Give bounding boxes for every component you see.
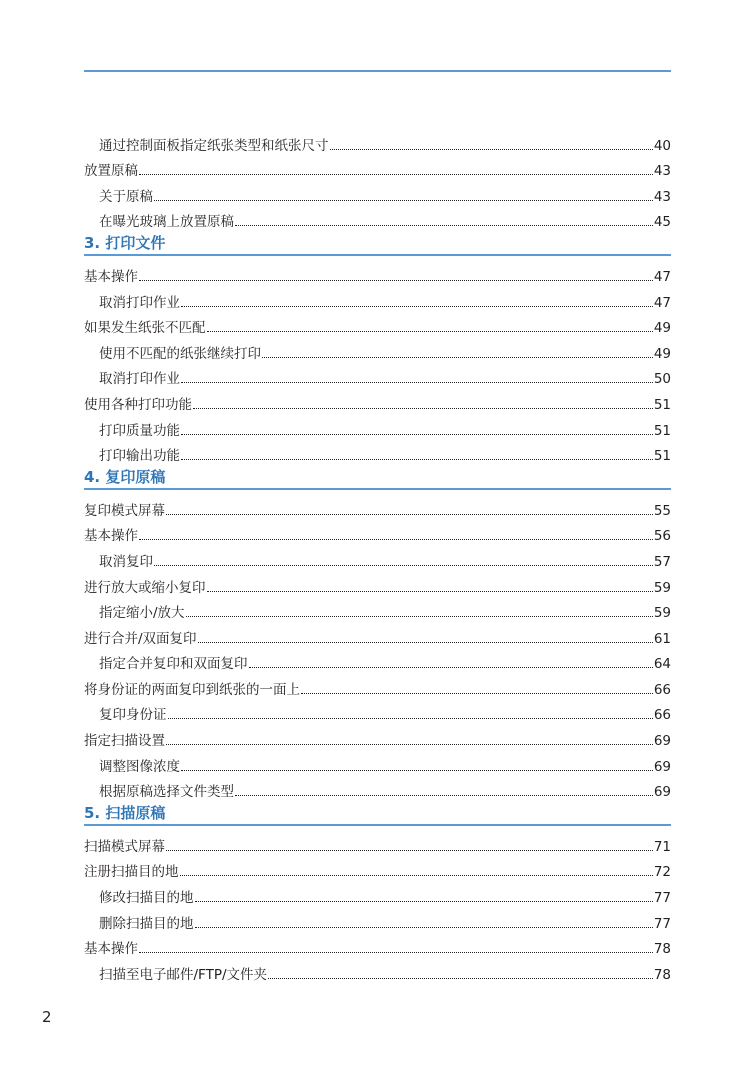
toc-entry-title: 指定合并复印和双面复印 bbox=[99, 656, 248, 673]
toc-entry-page: 66 bbox=[653, 707, 671, 724]
toc-entry-title: 扫描模式屏幕 bbox=[84, 838, 165, 855]
dot-leader bbox=[268, 978, 653, 979]
toc-entry[interactable] bbox=[84, 544, 671, 570]
toc-entry[interactable] bbox=[84, 519, 671, 545]
dot-leader bbox=[166, 514, 653, 515]
toc-entry-title: 放置原稿 bbox=[84, 163, 138, 180]
toc-entry[interactable] bbox=[84, 698, 671, 724]
dot-leader bbox=[154, 200, 653, 201]
toc-entry-title: 打印质量功能 bbox=[99, 422, 180, 439]
toc-entry-page: 55 bbox=[653, 502, 671, 519]
toc-entry[interactable] bbox=[84, 723, 671, 749]
toc-entry-page: 49 bbox=[653, 345, 671, 362]
toc-entry-title: 修改扫描目的地 bbox=[99, 890, 194, 907]
toc-entry-page: 51 bbox=[653, 422, 671, 439]
toc-entry-title: 基本操作 bbox=[84, 528, 138, 545]
toc-entry-title: 在曝光玻璃上放置原稿 bbox=[99, 214, 234, 231]
toc-entry[interactable] bbox=[84, 179, 671, 205]
toc-entry-page: 59 bbox=[653, 605, 671, 622]
toc-entry-page: 47 bbox=[653, 294, 671, 311]
toc-entry-page: 66 bbox=[653, 681, 671, 698]
toc-entry-title: 取消复印 bbox=[99, 553, 153, 570]
toc-entry[interactable] bbox=[84, 413, 671, 439]
toc-entry-title: 指定扫描设置 bbox=[84, 733, 165, 750]
toc-entry[interactable] bbox=[84, 128, 671, 154]
chapter-heading[interactable]: 5. 扫描原稿 bbox=[84, 800, 671, 826]
dot-leader bbox=[166, 744, 653, 745]
dot-leader bbox=[330, 149, 653, 150]
dot-leader bbox=[235, 225, 653, 226]
dot-leader bbox=[181, 770, 653, 771]
toc-entry-page: 59 bbox=[653, 579, 671, 596]
toc-entry[interactable] bbox=[84, 647, 671, 673]
page-number: 2 bbox=[42, 1008, 52, 1026]
toc-entry-page: 56 bbox=[653, 528, 671, 545]
toc-entry-page: 69 bbox=[653, 733, 671, 750]
toc-entry-title: 复印身份证 bbox=[99, 707, 167, 724]
toc-entry-title: 使用各种打印功能 bbox=[84, 396, 192, 413]
dot-leader bbox=[139, 174, 653, 175]
toc-entry-title: 根据原稿选择文件类型 bbox=[99, 784, 234, 801]
toc-entry-title: 关于原稿 bbox=[99, 188, 153, 205]
toc-entry-page: 50 bbox=[653, 371, 671, 388]
toc-entry-page: 45 bbox=[653, 214, 671, 231]
toc-entry[interactable] bbox=[84, 672, 671, 698]
toc-entry-title: 进行放大或缩小复印 bbox=[84, 579, 206, 596]
toc-entry-title: 打印输出功能 bbox=[99, 448, 180, 465]
dot-leader bbox=[235, 795, 653, 796]
dot-leader bbox=[154, 565, 653, 566]
dot-leader bbox=[262, 357, 653, 358]
toc-entry-title: 扫描至电子邮件/FTP/文件夹 bbox=[99, 966, 268, 983]
toc-entry-title: 注册扫描目的地 bbox=[84, 864, 179, 881]
toc-entry-title: 如果发生纸张不匹配 bbox=[84, 320, 206, 337]
dot-leader bbox=[166, 850, 653, 851]
toc-entry[interactable] bbox=[84, 596, 671, 622]
dot-leader bbox=[186, 616, 653, 617]
dot-leader bbox=[181, 459, 653, 460]
dot-leader bbox=[193, 408, 653, 409]
toc-entry[interactable] bbox=[84, 880, 671, 906]
toc-entry-page: 49 bbox=[653, 320, 671, 337]
toc-entry-page: 77 bbox=[653, 915, 671, 932]
toc-entry-page: 78 bbox=[653, 941, 671, 958]
toc-entry-page: 40 bbox=[653, 137, 671, 154]
dot-leader bbox=[181, 306, 653, 307]
toc-entry-title: 将身份证的两面复印到纸张的一面上 bbox=[84, 681, 300, 698]
toc-entry-page: 51 bbox=[653, 396, 671, 413]
toc-entry-page: 78 bbox=[653, 966, 671, 983]
toc-entry[interactable] bbox=[84, 775, 671, 801]
toc-entry[interactable] bbox=[84, 205, 671, 231]
toc-entry[interactable] bbox=[84, 570, 671, 596]
toc-entry[interactable] bbox=[84, 439, 671, 465]
toc-entry-page: 71 bbox=[653, 838, 671, 855]
toc-entry[interactable] bbox=[84, 855, 671, 881]
toc-entry-page: 77 bbox=[653, 890, 671, 907]
toc-entry-page: 72 bbox=[653, 864, 671, 881]
toc-entry-title: 调整图像浓度 bbox=[99, 758, 180, 775]
chapter-heading[interactable]: 4. 复印原稿 bbox=[84, 464, 671, 490]
toc-entry-page: 69 bbox=[653, 784, 671, 801]
toc-entry[interactable] bbox=[84, 957, 671, 983]
toc-entry-title: 使用不匹配的纸张继续打印 bbox=[99, 345, 261, 362]
toc-entry[interactable] bbox=[84, 906, 671, 932]
dot-leader bbox=[207, 591, 653, 592]
dot-leader bbox=[198, 642, 653, 643]
toc-entry-page: 61 bbox=[653, 630, 671, 647]
toc-entry[interactable] bbox=[84, 387, 671, 413]
toc-entry[interactable] bbox=[84, 621, 671, 647]
table-of-contents bbox=[84, 128, 671, 983]
toc-entry[interactable] bbox=[84, 259, 671, 285]
toc-entry-page: 43 bbox=[653, 163, 671, 180]
toc-entry-title: 复印模式屏幕 bbox=[84, 502, 165, 519]
toc-entry[interactable] bbox=[84, 493, 671, 519]
dot-leader bbox=[249, 667, 653, 668]
toc-entry-title: 删除扫描目的地 bbox=[99, 915, 194, 932]
dot-leader bbox=[180, 875, 653, 876]
toc-entry-page: 51 bbox=[653, 448, 671, 465]
dot-leader bbox=[139, 280, 653, 281]
toc-entry[interactable] bbox=[84, 285, 671, 311]
dot-leader bbox=[181, 382, 653, 383]
toc-entry-title: 取消打印作业 bbox=[99, 371, 180, 388]
dot-leader bbox=[207, 331, 653, 332]
dot-leader bbox=[195, 927, 653, 928]
toc-entry[interactable] bbox=[84, 932, 671, 958]
dot-leader bbox=[139, 952, 653, 953]
toc-entry[interactable] bbox=[84, 154, 671, 180]
toc-entry[interactable] bbox=[84, 336, 671, 362]
toc-entry[interactable] bbox=[84, 311, 671, 337]
toc-entry-title: 基本操作 bbox=[84, 268, 138, 285]
header-rule bbox=[84, 70, 671, 72]
toc-entry-page: 43 bbox=[653, 188, 671, 205]
toc-entry-title: 指定缩小/放大 bbox=[99, 605, 185, 622]
toc-entry[interactable] bbox=[84, 829, 671, 855]
dot-leader bbox=[181, 434, 653, 435]
toc-entry-title: 基本操作 bbox=[84, 941, 138, 958]
toc-entry-page: 69 bbox=[653, 758, 671, 775]
toc-entry-title: 进行合并/双面复印 bbox=[84, 630, 197, 647]
dot-leader bbox=[301, 693, 653, 694]
dot-leader bbox=[168, 718, 653, 719]
dot-leader bbox=[195, 901, 653, 902]
chapter-heading[interactable]: 3. 打印文件 bbox=[84, 230, 671, 256]
toc-entry-page: 47 bbox=[653, 268, 671, 285]
toc-entry[interactable] bbox=[84, 749, 671, 775]
toc-entry-page: 57 bbox=[653, 553, 671, 570]
toc-entry[interactable] bbox=[84, 362, 671, 388]
toc-entry-title: 通过控制面板指定纸张类型和纸张尺寸 bbox=[99, 137, 329, 154]
toc-entry-page: 64 bbox=[653, 656, 671, 673]
toc-entry-title: 取消打印作业 bbox=[99, 294, 180, 311]
dot-leader bbox=[139, 539, 653, 540]
